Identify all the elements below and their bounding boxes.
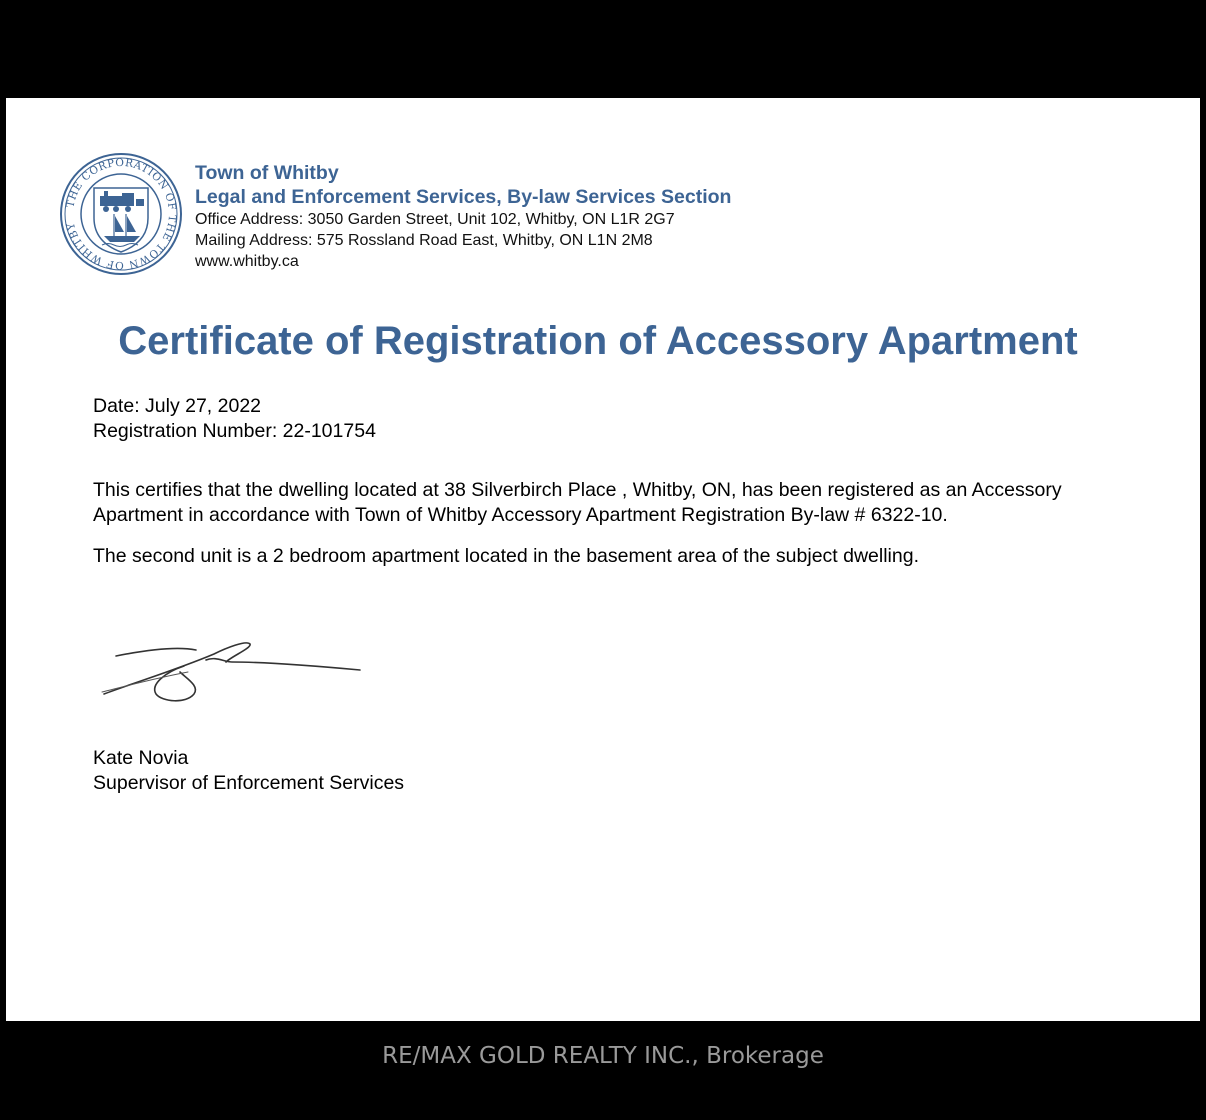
signature-image [96,632,366,712]
certificate-date: Date: July 27, 2022 [93,395,262,417]
office-address: Office Address: 3050 Garden Street, Unit 102, Whitby, ON L1R 2G7 [195,211,675,228]
brokerage-footer: RE/MAX GOLD REALTY INC., Brokerage [382,1043,824,1069]
certificate-title: Certificate of Registration of Accessory Apartment [118,319,1078,363]
department-name: Legal and Enforcement Services, By-law Services Section [195,186,732,208]
certificate-body [93,478,1093,569]
letterhead [195,161,731,272]
certificate-page [6,98,1200,1021]
town-seal-icon [58,152,184,276]
signer-title: Supervisor of Enforcement Services [93,772,405,794]
website-link[interactable]: www.whitby.ca [195,253,299,270]
registration-number: Registration Number: 22-101754 [93,420,376,442]
certificate-meta [93,394,376,444]
signer-block [93,746,404,796]
svg-text:THE CORPORATION OF THE TOWN OF: THE CORPORATION OF THE TOWN OF WHITBY [64,156,179,272]
town-name: Town of Whitby [195,162,339,184]
unit-description-paragraph: The second unit is a 2 bedroom apartment located in the basement area of the subject dwelling. [93,545,919,567]
certification-paragraph: This certifies that the dwelling located at 38 Silverbirch Place , Whitby, ON, has been registered as an Accessory Apartment in accordance with Town of Whitby Accessory Apartment Registration By-law # 6322-10. [93,479,1062,526]
mailing-address: Mailing Address: 575 Rossland Road East, Whitby, ON L1N 2M8 [195,232,653,249]
signer-name: Kate Novia [93,747,189,769]
